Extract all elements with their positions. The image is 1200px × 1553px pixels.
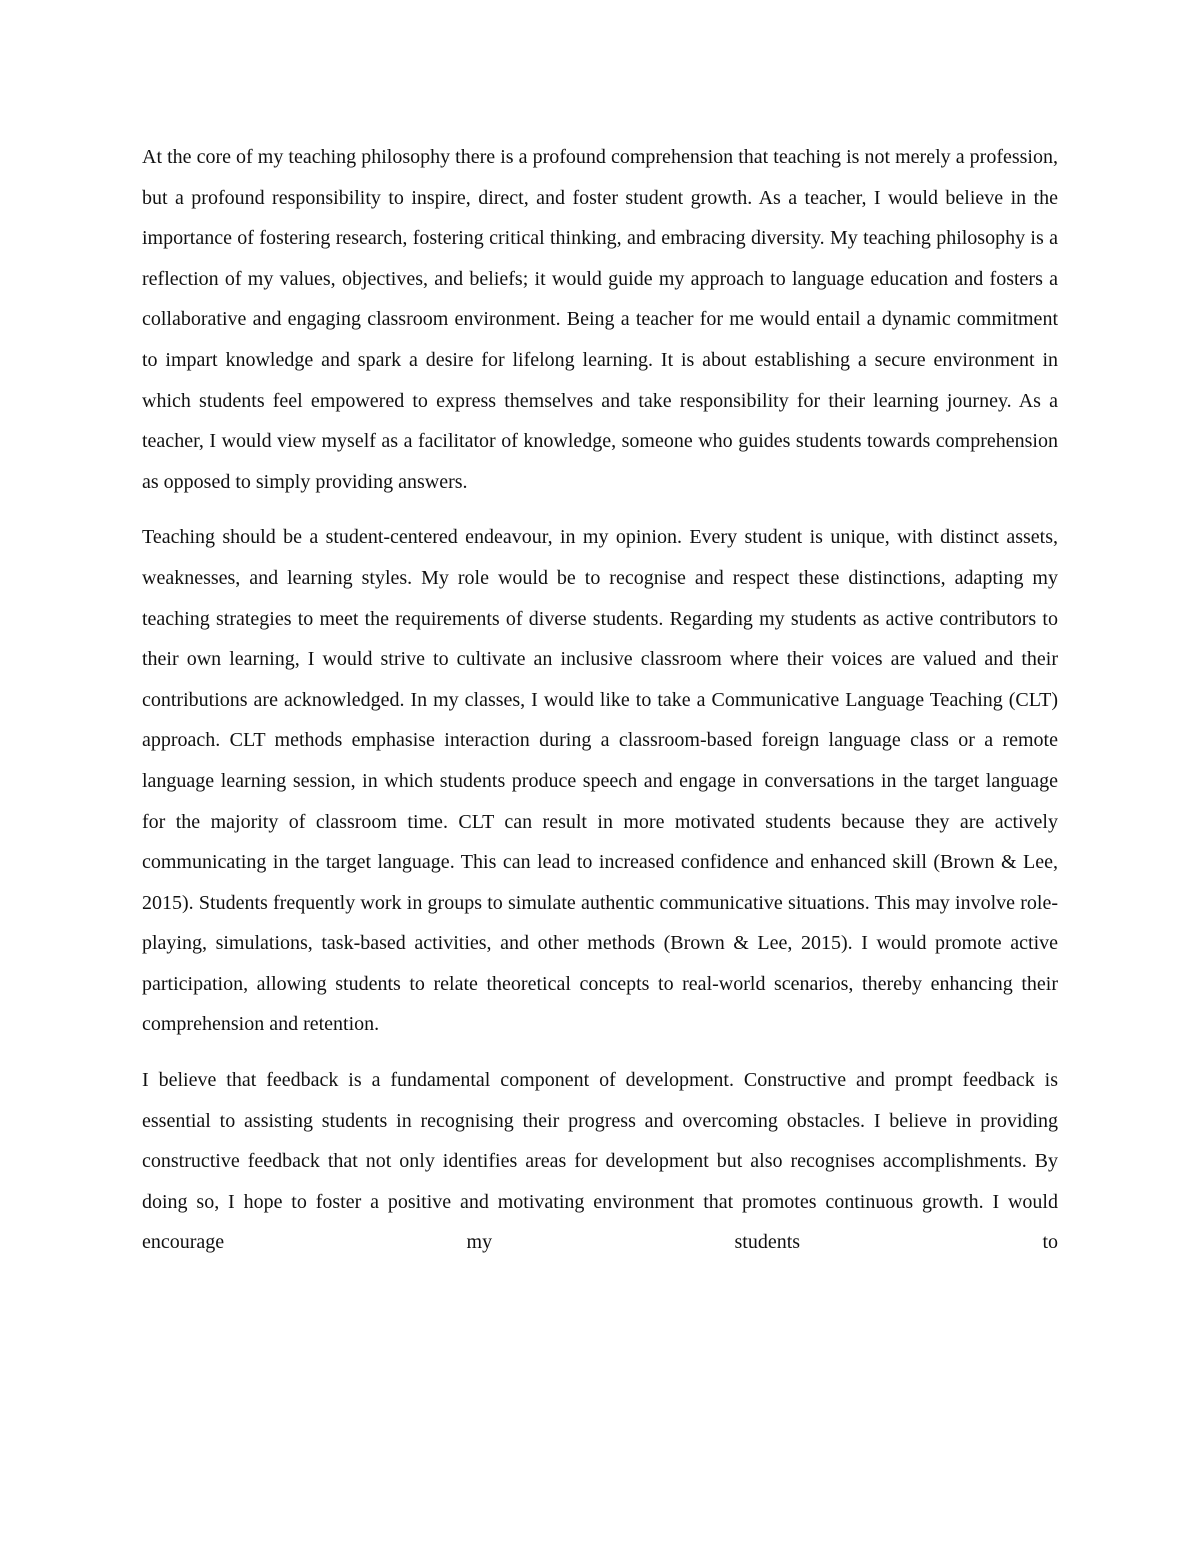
paragraph-teaching-philosophy: At the core of my teaching philosophy there is a profound comprehension that teaching is not merely a profession, but a profound responsibility to inspire, direct, and foster student growth. As a teacher, I would believe in the importance of fostering research, fostering critical thinking, and embracing diversity. My teaching philosophy is a reflection of my values, objectives, and beliefs; it would guide my approach to language education and fosters a collaborative and engaging classroom environment. Being a teacher for me would entail a dynamic commitment to impart knowledge and spark a desire for lifelong learning. It is about establishing a secure environment in which students feel empowered to express themselves and take responsibility for their learning journey. As a teacher, I would view myself as a facilitator of knowledge, someone who guides students towards comprehension as opposed to simply providing answers. (142, 146, 1058, 493)
paragraph-student-centered: Teaching should be a student-centered endeavour, in my opinion. Every student is unique, with distinct assets, weaknesses, and learning styles. My role would be to recognise and respect these distinctions, adapting my teaching strategies to meet the requirements of diverse students. Regarding my students as active contributors to their own learning, I would strive to cultivate an inclusive classroom where their voices are valued and their contributions are acknowledged. In my classes, I would like to take a Communicative Language Teaching (CLT) approach. CLT methods emphasise interaction during a classroom-based foreign language class or a remote language learning session, in which students produce speech and engage in conversations in the target language for the majority of classroom time. CLT can result in more motivated students because they are actively communicating in the target language. This can lead to increased confidence and enhanced skill (Brown & Lee, 2015). Students frequently work in groups to simulate authentic communicative situations. This may involve role-playing, simulations, task-based activities, and other methods (Brown & Lee, 2015). I would promote active participation, allowing students to relate theoretical concepts to real-world scenarios, thereby enhancing their comprehension and retention. (142, 526, 1058, 1036)
paragraph-feedback: I believe that feedback is a fundamental component of development. Constructive and prompt feedback is essential to assisting students in recognising their progress and overcoming obstacles. I believe in providing constructive feedback that not only identifies areas for development but also recognises accomplishments. By doing so, I hope to foster a positive and motivating environment that promotes continuous growth. I would encourage my students to (142, 1069, 1058, 1254)
document-body (142, 137, 1058, 1278)
